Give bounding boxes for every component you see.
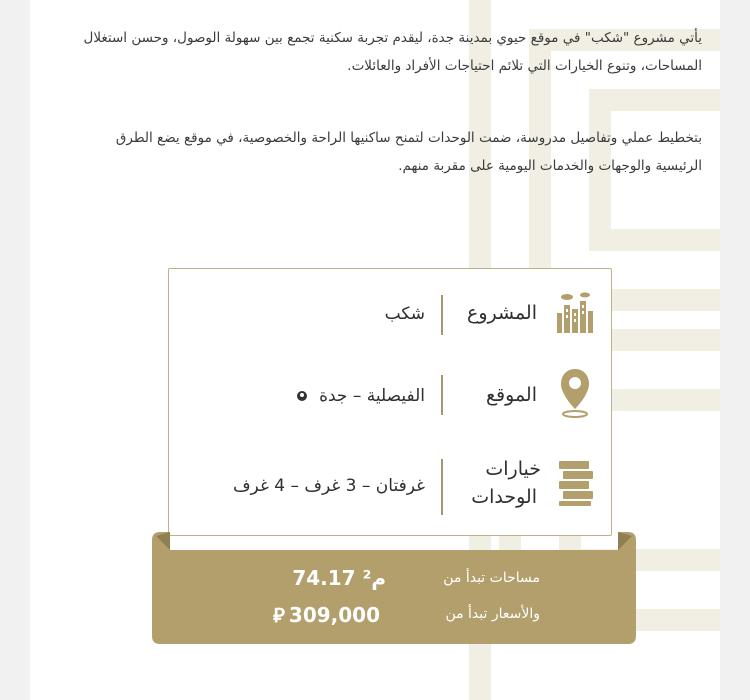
location-label: الموقع [485,384,537,406]
info-row-units [169,449,613,519]
units-label-line1: خيارات [485,458,541,480]
row-divider [441,375,443,415]
price-label: والأسعار تبدأ من [445,606,540,622]
location-value [296,385,425,407]
row-divider [441,459,443,515]
intro-paragraph-1: يأتي مشروع "شكب" في موقع حيوي بمدينة جدة، ليقدم تجربة سكنية تجمع بين سهولة الوصول، وحسن استغلال المساحات، وتنوع الخيارات التي تلائم احتياجات الأفراد والعائلات. [83,30,702,74]
row-divider [441,295,443,335]
riyal-symbol-icon: ⃁ [273,603,285,627]
buildings-icon [555,291,595,339]
units-value: غرفتان – 3 غرف – 4 غرف [232,476,425,496]
pricing-banner-shape [152,532,636,644]
location-text: الفيصلية – جدة [319,386,425,406]
pricing-banner [152,532,636,644]
project-label: المشروع [467,302,537,324]
location-marker-icon [296,390,308,402]
stacked-units-icon [557,459,595,511]
intro-paragraph-2: بتخطيط عملي وتفاصيل مدروسة، ضمت الوحدات لتمنح ساكنيها الراحة والخصوصية، في موقع يضع الطرق الرئيسية والوجهات والخدمات اليومية على مقربة منهم. [115,130,702,174]
area-label: مساحات تبدأ من [443,570,540,586]
info-row-project [169,283,613,343]
price-value [273,602,380,628]
map-pin-icon [559,367,591,423]
info-row-location [169,363,613,423]
area-value: 74.17 م² [292,566,386,590]
project-info-card [168,268,612,536]
project-page [30,0,720,700]
price-amount: 309,000 [288,603,380,627]
project-value: شكب [384,304,425,324]
units-label-line2: الوحدات [471,486,537,508]
